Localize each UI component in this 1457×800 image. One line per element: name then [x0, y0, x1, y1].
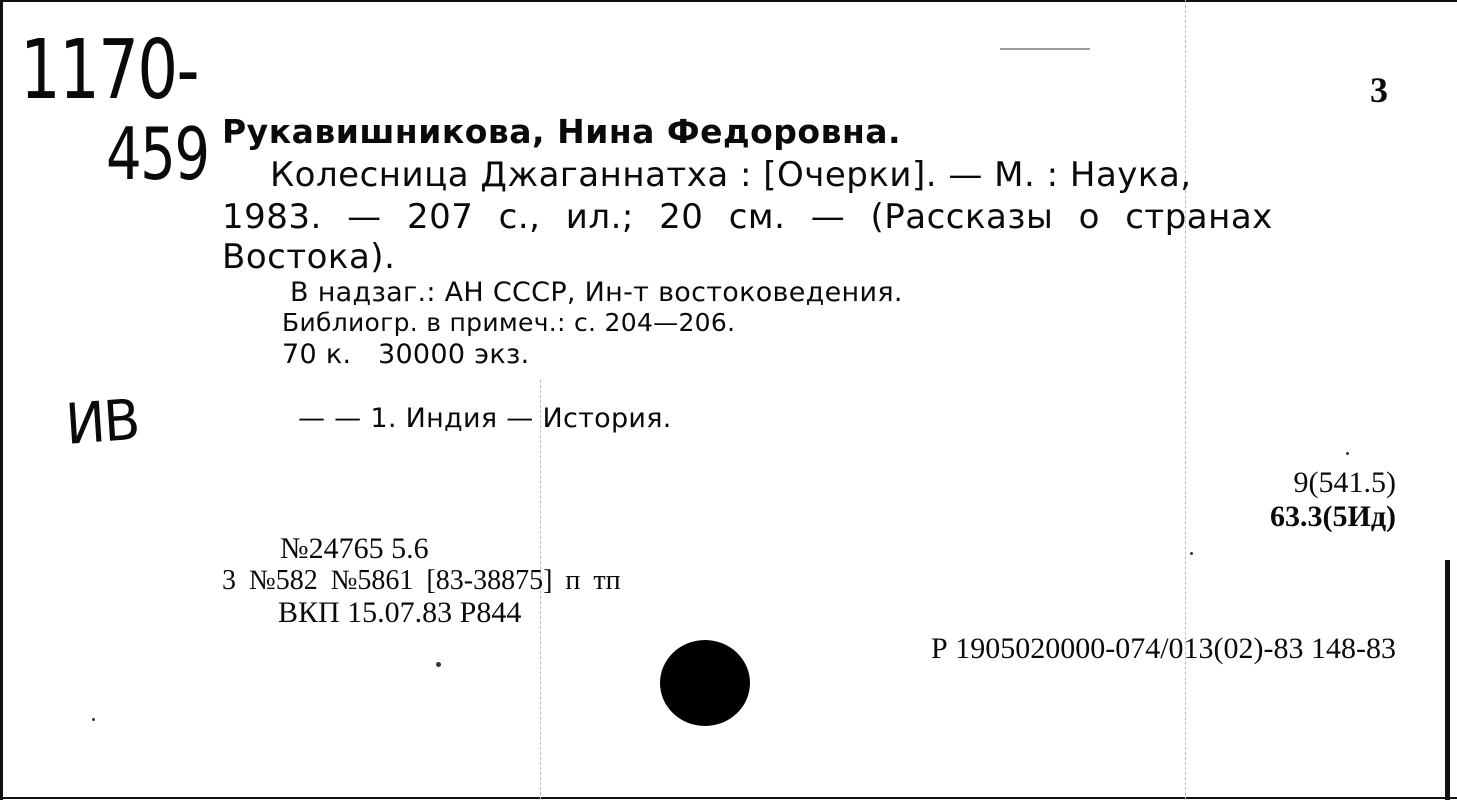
- classification-bbk: 63.3(5Ид): [1270, 500, 1396, 533]
- subject-heading: — — 1. Индия — История.: [298, 403, 672, 434]
- note-line-3: 70 к. 30000 экз.: [282, 339, 530, 370]
- card-border-bottom: [0, 797, 1457, 799]
- title-line-1-text: Колесница Джаганнатха : [Очерки]. — М. : Наука,: [270, 155, 1192, 195]
- title-line-2: 1983. — 207 с., ил.; 20 см. — (Рассказы о странах: [222, 197, 1273, 237]
- note-line-1: В надзаг.: АН СССР, Ин-т востоковедения.: [290, 277, 903, 308]
- scan-fold-line: [1185, 0, 1187, 800]
- author-heading: Рукавишникова, Нина Федоровна.: [222, 112, 902, 151]
- card-border-left: [0, 0, 3, 800]
- scan-speck: [436, 662, 441, 667]
- handwritten-call-number-top: 1170-: [20, 23, 199, 118]
- note-line-2: Библиогр. в примеч.: с. 204—206.: [282, 308, 736, 337]
- printer-line: ВКП 15.07.83 Р844: [278, 596, 522, 629]
- title-line-3: Востока).: [222, 237, 396, 277]
- index-line: Р 1905020000-074/013(02)-83 148-83: [931, 632, 1396, 665]
- classification-udc: 9(541.5): [1293, 466, 1396, 499]
- stamp-line: 3 №582 №5861 [83-38875] п тп: [222, 565, 621, 596]
- card-border-right: [1445, 560, 1450, 800]
- handwritten-call-number-bottom: 459: [106, 112, 209, 196]
- accession-number: №24765 5.6: [280, 532, 429, 565]
- card-number: 3: [1370, 70, 1388, 110]
- scan-speck: [92, 718, 95, 721]
- scan-speck: [1190, 552, 1193, 555]
- scan-speck: [1000, 48, 1090, 50]
- scan-speck: [1346, 452, 1349, 455]
- punch-hole: [660, 640, 750, 726]
- card-border-top: [0, 0, 1457, 2]
- title-line-1: [270, 154, 1396, 196]
- handwritten-sigla: ИВ: [63, 387, 141, 458]
